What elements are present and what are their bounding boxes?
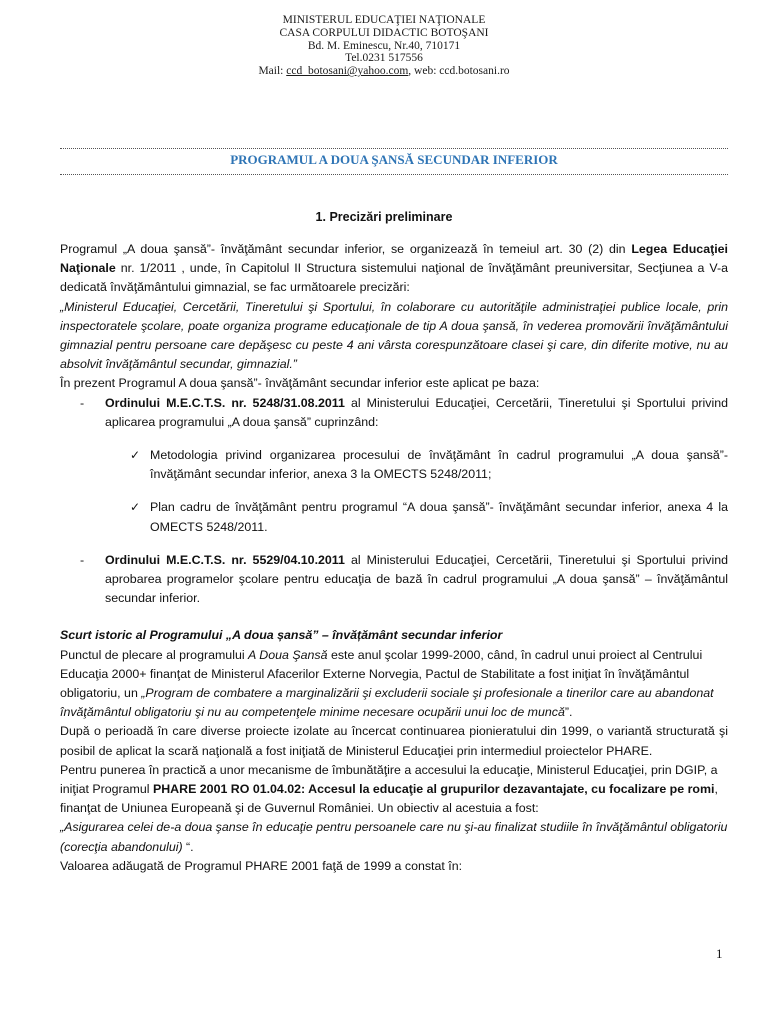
list-item	[60, 394, 728, 432]
law-name: Legea Educaţiei Naţionale	[60, 242, 728, 276]
list-item	[60, 446, 728, 484]
history-paragraph	[60, 646, 728, 723]
header-contact	[0, 65, 768, 78]
header-phone: Tel.0231 517556	[345, 52, 423, 65]
quote-end: ”.	[564, 705, 573, 720]
section-heading: 1. Precizări preliminare	[315, 210, 453, 224]
history-heading: Scurt istoric al Programului „A doua șansă” – învățământ secundar inferior	[60, 628, 503, 643]
email-link[interactable]: ccd_botosani@yahoo.com	[286, 65, 409, 78]
checkmark-icon: ✓	[130, 448, 141, 463]
law-quote: „Ministerul Educaţiei, Cercetării, Tineretului şi Sportului, în colaborare cu autorităţile administraţiei publice locale, prin inspectoratele şcolare, poate organiza programe educaţionale de tip A doua şansă, în vederea promovării învăţământului gimnazial pentru persoane care depăşesc cu peste 4 ani vârsta corespunzătoare clasei şi care, din diferite motive, nu au absolvit învăţământul secundar, gimnazial.”	[60, 299, 728, 372]
phare-text: Pentru punerea în practică a unor mecanisme de îmbunătăţire a accesului la educaţie, Ministerul Educaţiei, prin DGIP, a iniţiat Programul	[60, 762, 718, 797]
history-paragraph: După o perioadă în care diverse proiecte izolate au încercat continuarea pionieratului din 1999, o variantă structurată şi posibil de aplicat la scară naţională a fost iniţiată de Ministerul Educaţiei prin intermediul proiectelor PHARE.	[60, 724, 728, 758]
header-institution: CASA CORPULUI DIDACTIC BOTOŞANI	[279, 26, 489, 39]
order-reference: Ordinului M.E.C.T.S. nr. 5529/04.10.2011	[105, 552, 345, 567]
history-text: este anul şcolar 1999-2000, când, în cadrul unui proiect al Centrului Educaţia 2000+ finanţat de Ministerul Afacerilor Externe Norvegia, Pactul de Stabilitate a fost iniţiat în învăţământul obligatoriu, un	[60, 647, 703, 701]
check-text: Plan cadru de învăţământ pentru programul “A doua şansă”- învăţământ secundar inferior, anexa 4 la OMECTS 5248/2011.	[150, 500, 728, 534]
header-address: Bd. M. Eminescu, Nr.40, 710171	[307, 39, 461, 52]
mail-label: Mail:	[258, 65, 287, 78]
order-description: al Ministerului Educaţiei, Cercetării, Tineretului şi Sportului privind aplicarea programului „A doua şansă” cuprinzând:	[105, 395, 728, 429]
added-value-paragraph: Valoarea adăugată de Programul PHARE 2001 faţă de 1999 a constat în:	[60, 858, 463, 873]
list-item	[60, 551, 728, 609]
intro-text-1: Programul „A doua şansă”- învăţământ secundar inferior, se organizează în temeiul art. 30 (2) din	[60, 242, 632, 256]
document-title: PROGRAMUL A DOUA ŞANSĂ SECUNDAR INFERIOR	[230, 152, 558, 167]
order-description: al Ministerului Educaţiei, Cercetării, Tineretului şi Sportului privind aprobarea programelor şcolare pentru educaţia de bază în cadrul programului „A doua şansă” – învăţământul secundar inferior.	[105, 552, 728, 606]
objective-text: „Asigurarea celei de-a doua şanse în educaţie pentru persoanele care nu şi-au finalizat studiile în învăţământul obligatoriu (corecţia abandonului)	[60, 820, 728, 854]
institution-header	[0, 14, 768, 78]
dash-bullet: -	[80, 552, 85, 567]
document-body	[60, 240, 728, 876]
intro-paragraph	[60, 240, 728, 298]
check-text: Metodologia privind organizarea procesului de învăţământ în cadrul programului „A doua şansă”- învăţământ secundar inferior, anexa 3 la OMECTS 5248/2011;	[150, 448, 728, 482]
phare-text: , finanţat de Uniunea Europeană şi de Guvernul României. Un obiectiv al acestuia a fost:	[60, 782, 718, 816]
program-name: A Doua Şansă	[248, 647, 328, 662]
title-bottom-rule	[60, 174, 728, 175]
phare-program-name: PHARE 2001 RO 01.04.02: Accesul la educaţie al grupurilor dezavantajate, cu focalizare pe romi	[152, 782, 715, 797]
history-text: Punctul de plecare al programului	[60, 647, 249, 662]
header-ministry: MINISTERUL EDUCAŢIEI NAŢIONALE	[282, 14, 486, 26]
title-top-rule	[60, 148, 728, 149]
program-quote: „Program de combatere a marginalizării şi excluderii sociale şi profesionale a tinerilor care au abandonat învăţământul obligatoriu şi nu au competenţele minime necesare ocupării unui loc de muncă	[60, 686, 714, 720]
list-item	[60, 498, 728, 536]
web-text: , web: ccd.botosani.ro	[408, 65, 510, 78]
dash-bullet: -	[80, 395, 85, 410]
page-number: 1	[716, 946, 723, 961]
quote-end: “.	[182, 839, 194, 854]
objective-quote	[60, 818, 728, 856]
order-reference: Ordinului M.E.C.T.S. nr. 5248/31.08.2011	[105, 395, 345, 410]
phare-paragraph	[60, 761, 728, 819]
checkmark-icon: ✓	[130, 500, 141, 515]
intro-text-2: nr. 1/2011 , unde, în Capitolul II Structura sistemului naţional de învăţământ preuniversitar, Secţiunea a V-a dedicată învăţământului gimnazial, se fac următoarele precizări:	[60, 261, 728, 295]
present-basis: În prezent Programul A doua şansă”- învăţământ secundar inferior este aplicat pe baza:	[60, 376, 540, 391]
